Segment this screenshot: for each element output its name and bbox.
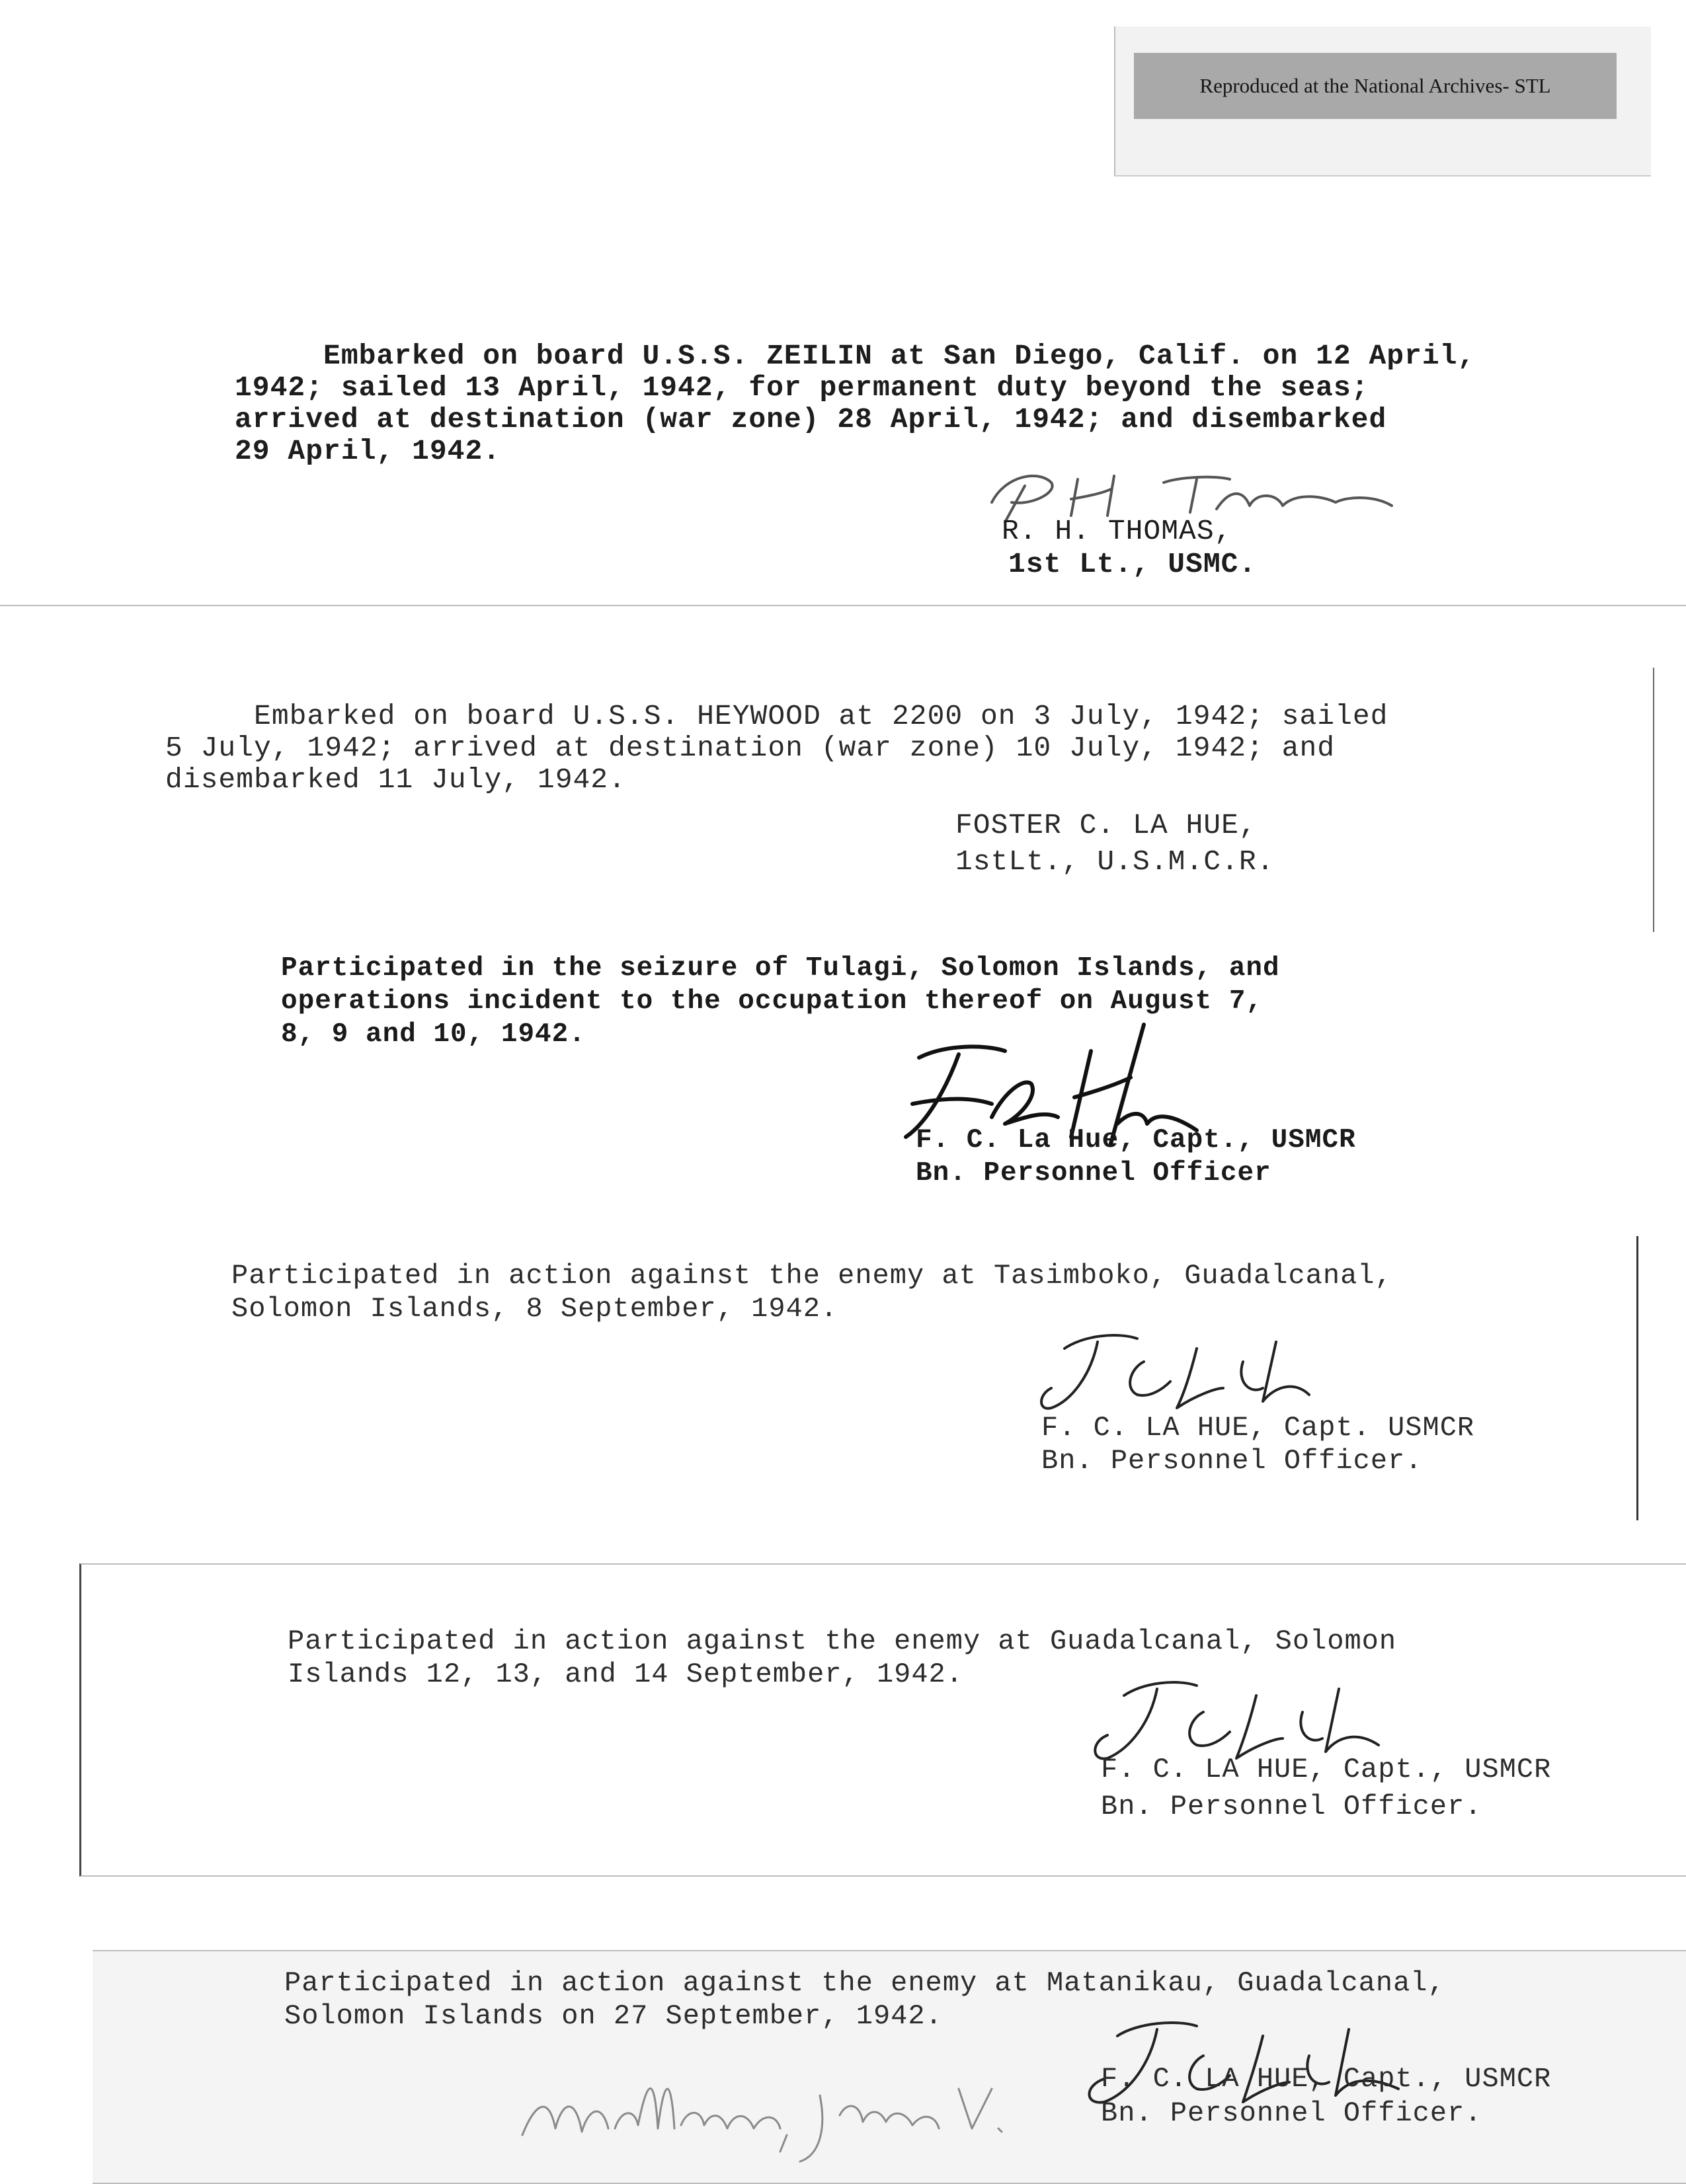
entry-line: Islands 12, 13, and 14 September, 1942. xyxy=(288,1658,963,1690)
entry-line: operations incident to the occupation thereof on August 7, xyxy=(281,986,1264,1017)
strip-edge-right-4 xyxy=(1636,1236,1638,1520)
strip-edge-5 xyxy=(79,1563,1686,1877)
signer-title: Bn. Personnel Officer xyxy=(916,1158,1271,1189)
signer-title: Bn. Personnel Officer. xyxy=(1041,1445,1423,1477)
entry-line: Participated in action against the enemy at Tasimboko, Guadalcanal, xyxy=(231,1260,1392,1292)
signer-name: FOSTER C. LA HUE, xyxy=(955,809,1257,841)
entry-line: Solomon Islands on 27 September, 1942. xyxy=(284,2000,943,2032)
strip-edge-right-2 xyxy=(1653,668,1654,932)
pencil-margin-note xyxy=(509,2036,1104,2168)
signer-name: F. C. LA HUE, Capt., USMCR xyxy=(1101,2063,1552,2095)
signer-name: F. C. La Hue, Capt., USMCR xyxy=(916,1125,1356,1155)
entry-line: 8, 9 and 10, 1942. xyxy=(281,1019,586,1050)
entry-line: Participated in the seizure of Tulagi, Solomon Islands, and xyxy=(281,953,1280,984)
archive-stamp: Reproduced at the National Archives- STL xyxy=(1134,53,1617,119)
signer-title: Bn. Personnel Officer. xyxy=(1101,1791,1482,1822)
signer-name: F. C. LA HUE, Capt., USMCR xyxy=(1101,1754,1552,1785)
signer-name: R. H. THOMAS, xyxy=(1002,515,1232,547)
entry-line: Embarked on board U.S.S. ZEILIN at San Diego, Calif. on 12 April, xyxy=(235,340,1476,372)
entry-line: disembarked 11 July, 1942. xyxy=(165,763,626,796)
handwritten-signature xyxy=(1025,1322,1316,1421)
entry-line: 1942; sailed 13 April, 1942, for permanent duty beyond the seas; xyxy=(235,371,1369,404)
entry-line: 29 April, 1942. xyxy=(235,435,501,467)
signer-title: 1st Lt., USMC. xyxy=(1008,548,1257,580)
entry-line: arrived at destination (war zone) 28 April, 1942; and disembarked xyxy=(235,403,1387,436)
entry-line: Participated in action against the enemy at Guadalcanal, Solomon xyxy=(288,1625,1397,1657)
signer-title: 1stLt., U.S.M.C.R. xyxy=(955,845,1275,878)
entry-line: Solomon Islands, 8 September, 1942. xyxy=(231,1293,838,1325)
entry-line: 5 July, 1942; arrived at destination (war zone) 10 July, 1942; and xyxy=(165,732,1336,764)
entry-line: Embarked on board U.S.S. HEYWOOD at 2200 on 3 July, 1942; sailed xyxy=(165,700,1388,732)
signer-name: F. C. LA HUE, Capt. USMCR xyxy=(1041,1412,1475,1444)
signer-title: Bn. Personnel Officer. xyxy=(1101,2097,1482,2129)
strip-edge-2 xyxy=(0,605,1686,606)
entry-line: Participated in action against the enemy at Matanikau, Guadalcanal, xyxy=(284,1967,1445,1999)
